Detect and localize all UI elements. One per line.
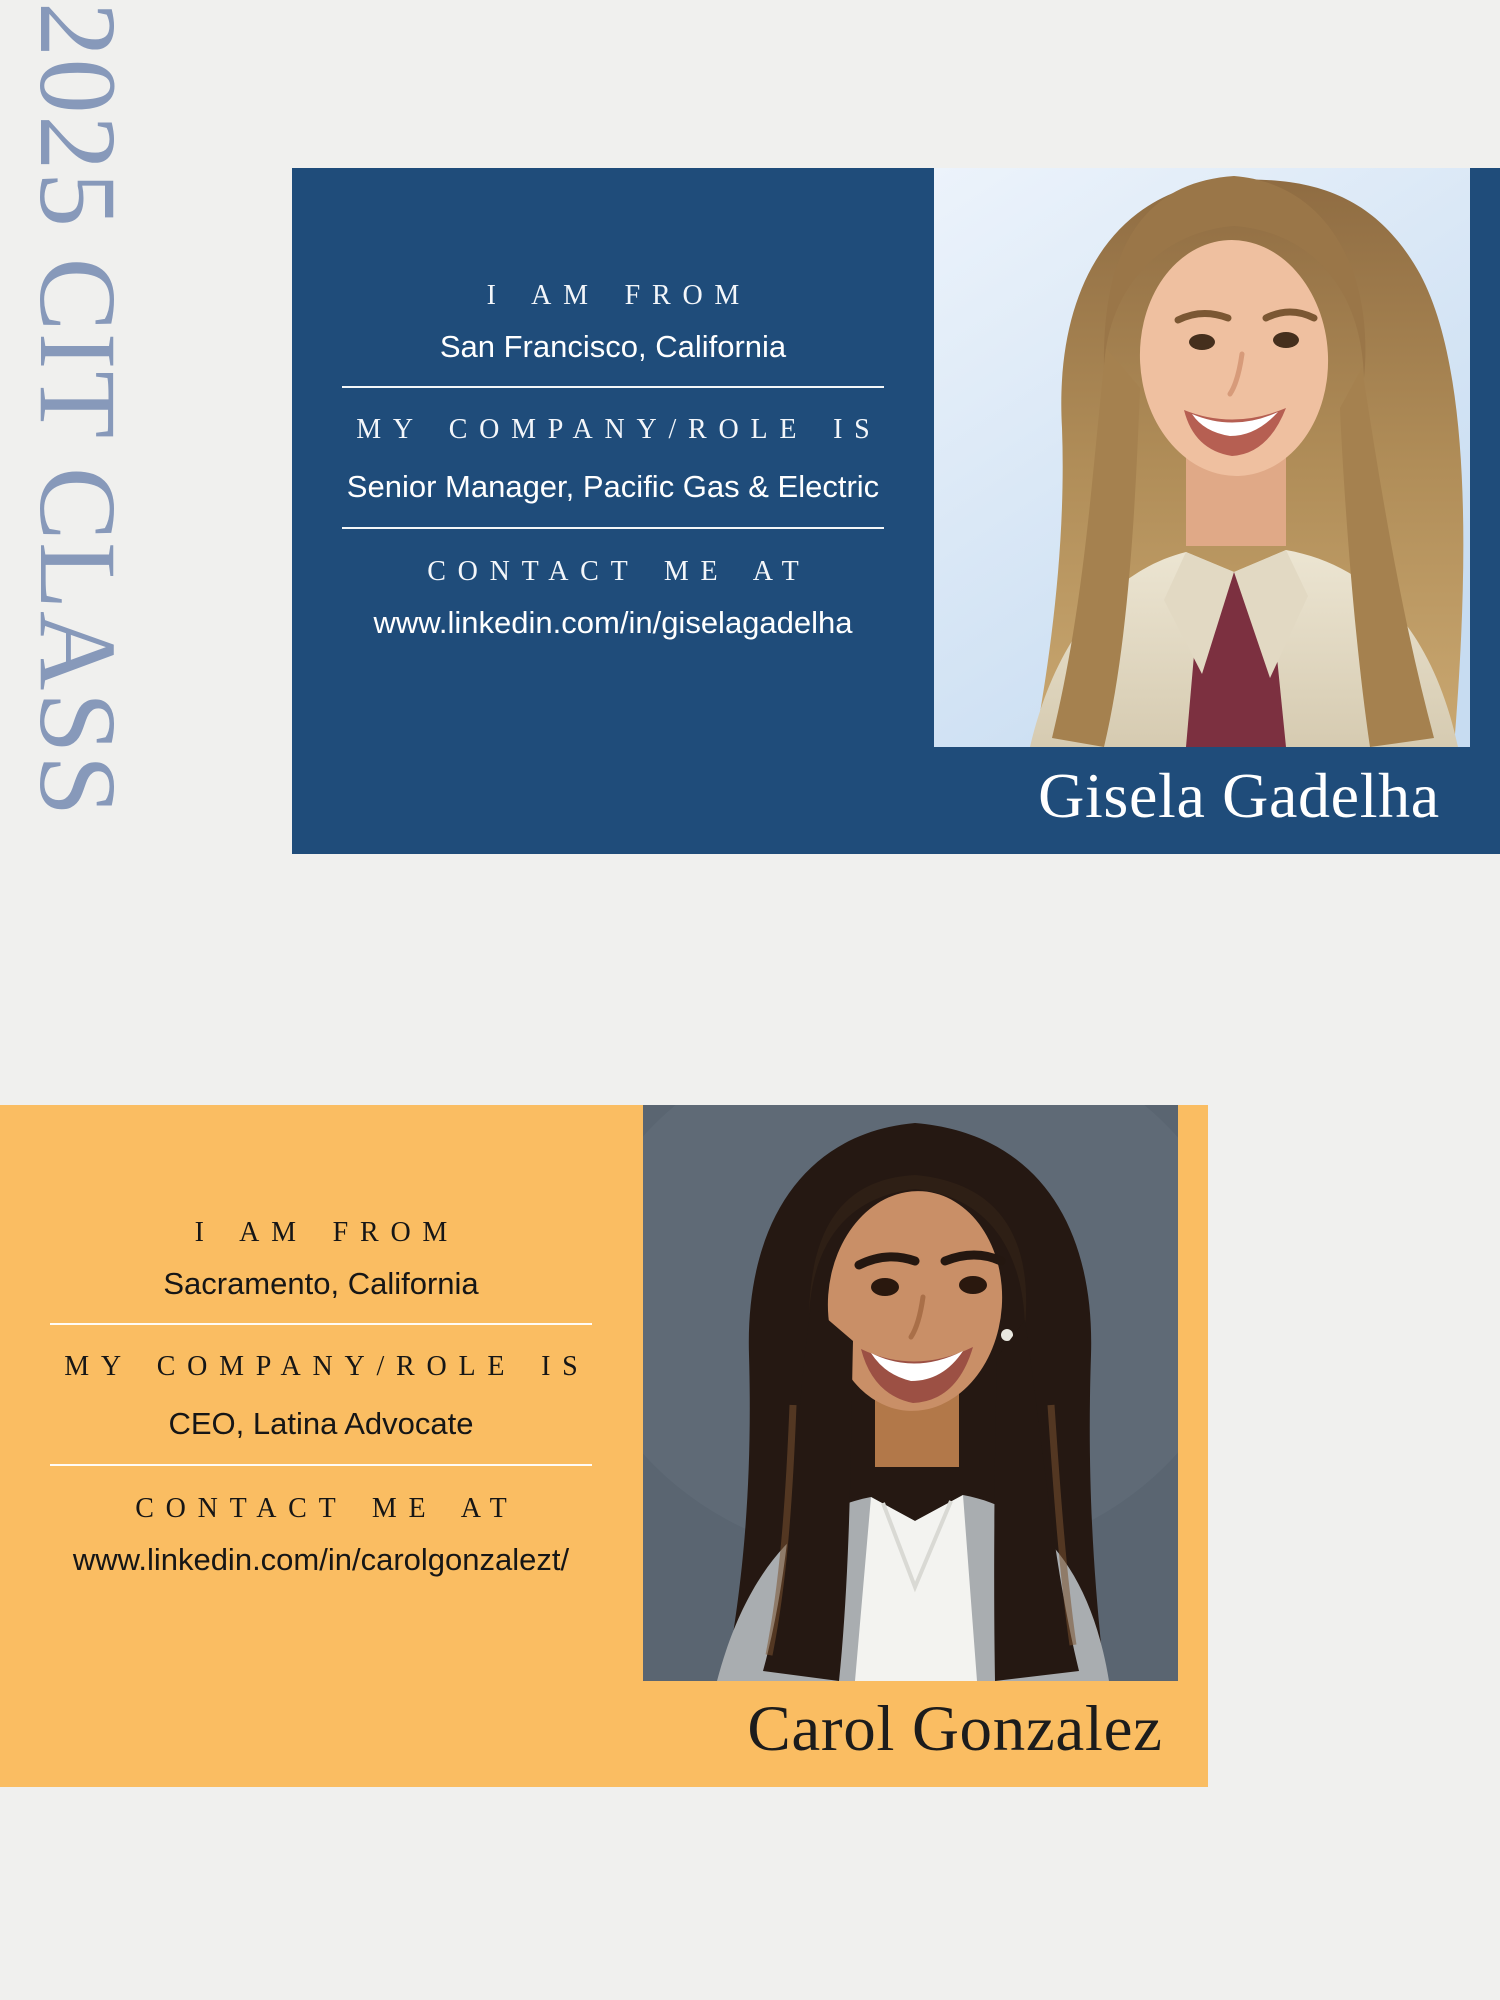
company-role-label: MY COMPANY/ROLE IS: [356, 414, 882, 445]
person-name: Carol Gonzalez: [747, 1693, 1163, 1765]
person-name: Gisela Gadelha: [1038, 760, 1440, 831]
contact-label: CONTACT ME AT: [427, 556, 811, 587]
company-role-label: MY COMPANY/ROLE IS: [64, 1351, 590, 1382]
section-divider: [342, 527, 884, 529]
contact-label: CONTACT ME AT: [135, 1493, 519, 1524]
profile-card-gisela: [292, 168, 1500, 854]
linkedin-url: www.linkedin.com/in/giselagadelha: [373, 605, 853, 640]
profile-info-column: [0, 1105, 642, 1684]
profile-info-column: [292, 168, 934, 747]
section-divider: [50, 1464, 592, 1466]
company-role-value: Senior Manager, Pacific Gas & Electric: [346, 469, 880, 504]
class-year-vertical-title: 2025 CIT CLASS: [17, 2, 139, 818]
from-label: I AM FROM: [194, 1217, 460, 1248]
section-divider: [50, 1323, 592, 1325]
linkedin-url: www.linkedin.com/in/carolgonzalezt/: [72, 1542, 570, 1577]
from-value: Sacramento, California: [163, 1266, 479, 1301]
profile-card-carol: [0, 1105, 1208, 1787]
portrait-photo-carol: [643, 1105, 1178, 1681]
from-label: I AM FROM: [486, 280, 752, 311]
section-divider: [342, 386, 884, 388]
company-role-value: CEO, Latina Advocate: [168, 1406, 474, 1441]
from-value: San Francisco, California: [439, 329, 787, 364]
portrait-photo-gisela: [934, 168, 1470, 747]
